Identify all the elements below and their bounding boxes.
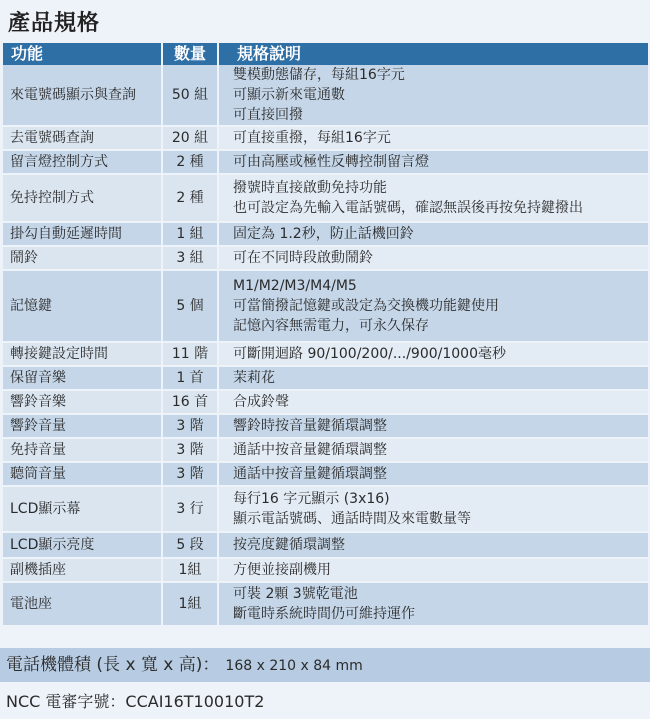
spec-table bbox=[3, 43, 648, 627]
quantity-cell: 11 階 bbox=[163, 343, 219, 367]
table-row bbox=[3, 583, 648, 627]
description-line: 可當簡撥記憶鍵或設定為交換機功能鍵使用 bbox=[233, 298, 499, 314]
table-row bbox=[3, 127, 648, 151]
description-line: 茉莉花 bbox=[233, 370, 275, 386]
description-cell bbox=[219, 463, 648, 487]
description-cell bbox=[219, 151, 648, 175]
description-cell bbox=[219, 343, 648, 367]
description-cell bbox=[219, 223, 648, 247]
feature-cell: 來電號碼顯示與查詢 bbox=[3, 65, 163, 127]
page-title: 產品規格 bbox=[8, 11, 101, 36]
feature-cell: 轉接鍵設定時間 bbox=[3, 343, 163, 367]
header-description: 規格說明 bbox=[219, 43, 648, 65]
description-cell bbox=[219, 247, 648, 271]
table-row bbox=[3, 247, 648, 271]
table-row bbox=[3, 487, 648, 533]
quantity-cell: 1 首 bbox=[163, 367, 219, 391]
header-feature: 功能 bbox=[3, 43, 163, 65]
ncc-number: NCC 電審字號：CCAI16T10010T2 bbox=[0, 684, 650, 719]
table-row bbox=[3, 343, 648, 367]
table-row bbox=[3, 175, 648, 223]
quantity-cell: 1組 bbox=[163, 559, 219, 583]
description-line: 合成鈴聲 bbox=[233, 394, 289, 410]
table-row bbox=[3, 559, 648, 583]
description-line: 可裝 2顆 3號乾電池 bbox=[233, 586, 358, 602]
description-cell bbox=[219, 559, 648, 583]
header-quantity: 數量 bbox=[163, 43, 219, 65]
quantity-cell: 2 種 bbox=[163, 175, 219, 223]
feature-cell: 響鈴音量 bbox=[3, 415, 163, 439]
quantity-cell: 16 首 bbox=[163, 391, 219, 415]
table-row bbox=[3, 391, 648, 415]
feature-cell: 鬧鈴 bbox=[3, 247, 163, 271]
description-cell bbox=[219, 175, 648, 223]
table-row bbox=[3, 65, 648, 127]
quantity-cell: 1 組 bbox=[163, 223, 219, 247]
description-line: 固定為 1.2秒，防止話機回鈴 bbox=[233, 226, 414, 242]
feature-cell: 免持控制方式 bbox=[3, 175, 163, 223]
table-row bbox=[3, 151, 648, 175]
feature-cell: 保留音樂 bbox=[3, 367, 163, 391]
description-line: 可在不同時段啟動鬧鈴 bbox=[233, 250, 373, 266]
feature-cell: 響鈴音樂 bbox=[3, 391, 163, 415]
description-cell bbox=[219, 583, 648, 627]
table-row bbox=[3, 463, 648, 487]
description-line: 斷電時系統時間仍可維持運作 bbox=[233, 606, 415, 622]
description-line: 可斷開迴路 90/100/200/.../900/1000毫秒 bbox=[233, 346, 506, 362]
description-line: 通話中按音量鍵循環調整 bbox=[233, 466, 387, 482]
quantity-cell: 3 階 bbox=[163, 439, 219, 463]
quantity-cell: 20 組 bbox=[163, 127, 219, 151]
quantity-cell: 5 個 bbox=[163, 271, 219, 343]
dimensions-value: 168 x 210 x 84 mm bbox=[225, 658, 363, 674]
description-line: 方便並接副機用 bbox=[233, 562, 331, 578]
quantity-cell: 2 種 bbox=[163, 151, 219, 175]
feature-cell: 留言燈控制方式 bbox=[3, 151, 163, 175]
dimensions-label: 電話機體積 (長 x 寬 x 高)： bbox=[6, 655, 220, 675]
description-line: 撥號時直接啟動免持功能 bbox=[233, 180, 387, 196]
description-cell bbox=[219, 415, 648, 439]
feature-cell: 副機插座 bbox=[3, 559, 163, 583]
quantity-cell: 3 行 bbox=[163, 487, 219, 533]
description-cell bbox=[219, 487, 648, 533]
table-row bbox=[3, 271, 648, 343]
description-cell bbox=[219, 271, 648, 343]
quantity-cell: 3 階 bbox=[163, 463, 219, 487]
description-line: 顯示電話號碼、通話時間及來電數量等 bbox=[233, 511, 471, 527]
description-line: 雙模動態儲存，每組16字元 bbox=[233, 67, 405, 83]
feature-cell: 免持音量 bbox=[3, 439, 163, 463]
description-line: 按亮度鍵循環調整 bbox=[233, 537, 345, 553]
description-cell bbox=[219, 391, 648, 415]
dimensions-bar bbox=[0, 648, 650, 682]
description-cell bbox=[219, 533, 648, 559]
table-row bbox=[3, 415, 648, 439]
description-line: 也可設定為先輸入電話號碼，確認無誤後再按免持鍵撥出 bbox=[233, 200, 583, 216]
quantity-cell: 5 段 bbox=[163, 533, 219, 559]
description-line: 每行16 字元顯示 (3x16) bbox=[233, 491, 390, 507]
description-line: 可直接重撥，每組16字元 bbox=[233, 130, 391, 146]
description-cell bbox=[219, 439, 648, 463]
table-row bbox=[3, 223, 648, 247]
feature-cell: 電池座 bbox=[3, 583, 163, 627]
table-row bbox=[3, 367, 648, 391]
quantity-cell: 1組 bbox=[163, 583, 219, 627]
feature-cell: LCD顯示幕 bbox=[3, 487, 163, 533]
description-line: M1/M2/M3/M4/M5 bbox=[233, 278, 357, 294]
description-line: 可直接回撥 bbox=[233, 107, 303, 123]
description-cell bbox=[219, 65, 648, 127]
description-cell bbox=[219, 127, 648, 151]
description-line: 可由高壓或極性反轉控制留言燈 bbox=[233, 154, 429, 170]
description-cell bbox=[219, 367, 648, 391]
description-line: 響鈴時按音量鍵循環調整 bbox=[233, 418, 387, 434]
feature-cell: 聽筒音量 bbox=[3, 463, 163, 487]
table-header-row bbox=[3, 43, 648, 65]
feature-cell: 記憶鍵 bbox=[3, 271, 163, 343]
table-row bbox=[3, 439, 648, 463]
description-line: 可顯示新來電通數 bbox=[233, 87, 345, 103]
quantity-cell: 3 組 bbox=[163, 247, 219, 271]
feature-cell: 去電號碼查詢 bbox=[3, 127, 163, 151]
table-row bbox=[3, 533, 648, 559]
description-line: 通話中按音量鍵循環調整 bbox=[233, 442, 387, 458]
feature-cell: 掛勾自動延遲時間 bbox=[3, 223, 163, 247]
feature-cell: LCD顯示亮度 bbox=[3, 533, 163, 559]
description-line: 記憶內容無需電力，可永久保存 bbox=[233, 318, 429, 334]
quantity-cell: 3 階 bbox=[163, 415, 219, 439]
quantity-cell: 50 組 bbox=[163, 65, 219, 127]
